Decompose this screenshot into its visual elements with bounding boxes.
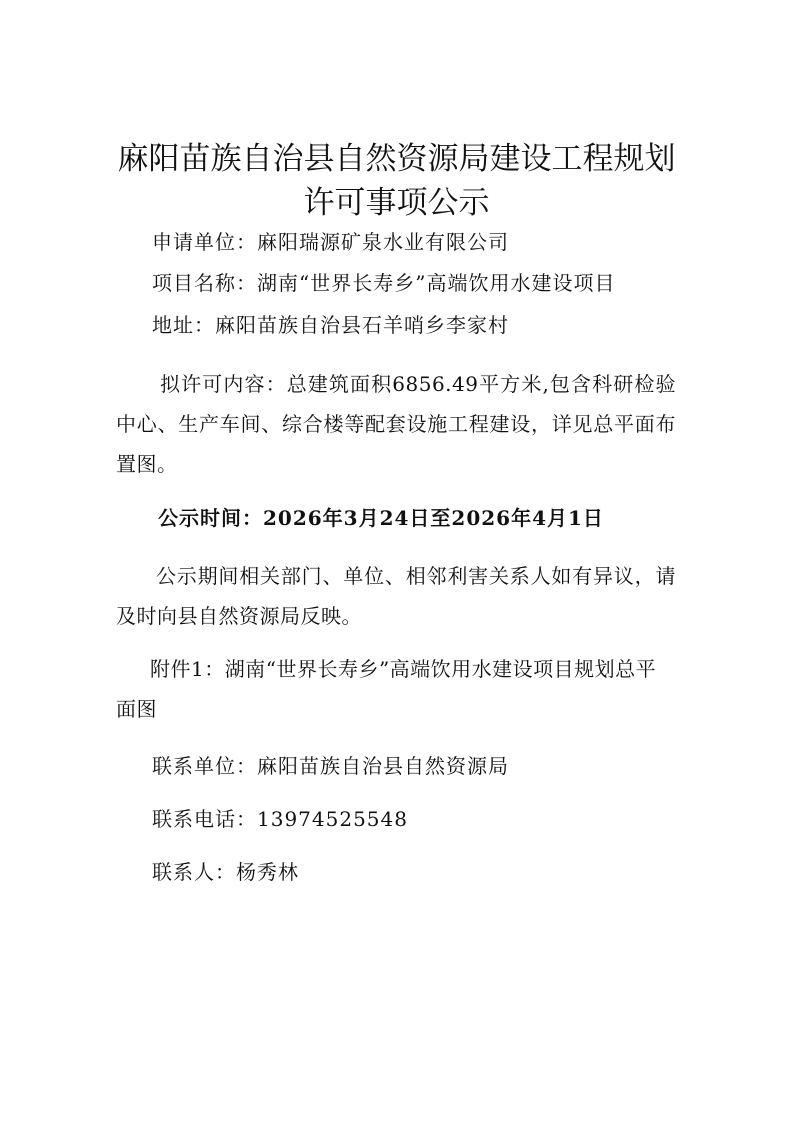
objection-notice-paragraph: 公示期间相关部门、单位、相邻利害关系人如有异议，请及时向县自然资源局反映。 — [116, 564, 676, 628]
address-label: 地址： — [152, 313, 215, 337]
project-line — [152, 270, 615, 296]
document-title-line-1: 麻阳苗族自治县自然资源局建设工程规划 — [117, 141, 676, 177]
permit-content-paragraph: 拟许可内容：总建筑面积6856.49平方米,包含科研检验中心、生产车间、综合楼等配套设施工程建设，详见总平面布置图。 — [116, 372, 676, 476]
contact-person-value: 杨秀林 — [236, 860, 299, 884]
contact-phone-label: 联系电话： — [152, 807, 257, 831]
project-label: 项目名称： — [152, 271, 257, 295]
attachment-paragraph: 附件1：湖南“世界长寿乡”高端饮用水建设项目规划总平面图 — [116, 657, 657, 721]
contact-person-label: 联系人： — [152, 860, 236, 884]
contact-person-line — [152, 859, 299, 885]
document-title-line-2: 许可事项公示 — [303, 185, 490, 221]
notice-period: 公示时间：2026年3月24日至2026年4月1日 — [158, 506, 604, 530]
project-value: 湖南“世界长寿乡”高端饮用水建设项目 — [257, 271, 616, 295]
applicant-label: 申请单位： — [152, 230, 257, 254]
contact-phone-line — [152, 806, 408, 832]
contact-unit-label: 联系单位： — [152, 754, 257, 778]
contact-unit-value: 麻阳苗族自治县自然资源局 — [257, 754, 509, 778]
address-line — [152, 312, 509, 338]
contact-phone-value: 13974525548 — [257, 807, 408, 831]
applicant-value: 麻阳瑞源矿泉水业有限公司 — [257, 230, 509, 254]
address-value: 麻阳苗族自治县石羊哨乡李家村 — [215, 313, 509, 337]
applicant-line — [152, 229, 509, 255]
contact-unit-line — [152, 753, 509, 779]
